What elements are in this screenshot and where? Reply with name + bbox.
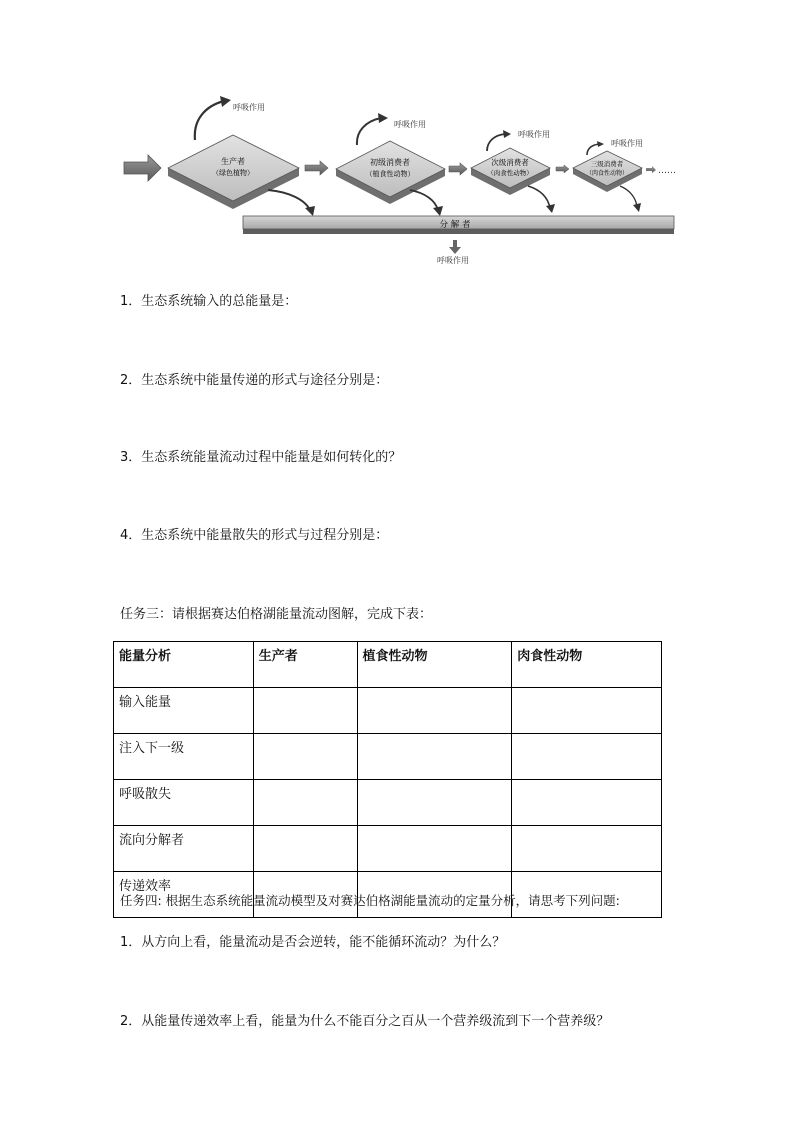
secondary-consumer-diamond xyxy=(471,148,550,195)
decomposer-bar xyxy=(243,216,674,234)
table-cell[interactable] xyxy=(253,734,357,780)
energy-input-arrow xyxy=(124,155,161,181)
question-1: 1．生态系统输入的总能量是： xyxy=(120,294,298,309)
table-cell[interactable] xyxy=(512,826,662,872)
table-row xyxy=(114,734,662,780)
primary-title: 初级消费者 xyxy=(370,158,410,167)
secondary-title: 次级消费者 xyxy=(491,158,529,167)
energy-analysis-table xyxy=(113,641,662,918)
table-cell[interactable] xyxy=(357,780,512,826)
flow-arrow-2 xyxy=(449,163,467,175)
header-energy-analysis: 能量分析 xyxy=(114,642,254,688)
primary-subtitle: （植食性动物） xyxy=(365,170,415,178)
secondary-subtitle: （肉食性动物） xyxy=(487,169,533,177)
table-cell[interactable] xyxy=(253,688,357,734)
flow-arrow-4 xyxy=(646,166,656,173)
decomposer-respiration-arrow xyxy=(449,240,461,254)
producer-respiration-label: 呼吸作用 xyxy=(233,103,265,112)
flow-arrow-1 xyxy=(305,161,328,175)
tertiary-title: 三级消费者 xyxy=(590,160,624,168)
flow-arrow-3 xyxy=(556,165,569,173)
producer-to-decomposer-arrow xyxy=(268,190,310,210)
question-2: 2．生态系统中能量传递的形式与途径分别是： xyxy=(120,373,389,388)
decomposer-respiration-label: 呼吸作用 xyxy=(437,256,469,265)
row-label-transfer-efficiency: 传递效率 xyxy=(114,872,254,918)
primary-respiration-arrow xyxy=(357,118,381,145)
question-5: 1．从方向上看，能量流动是否会逆转，能不能循环流动？为什么？ xyxy=(120,935,506,950)
secondary-to-decomposer-arrow xyxy=(528,186,550,208)
task-3-heading: 任务三：请根据赛达伯格湖能量流动图解，完成下表： xyxy=(120,607,433,622)
table-cell[interactable] xyxy=(253,826,357,872)
table-row xyxy=(114,780,662,826)
energy-flow-diagram xyxy=(0,0,794,280)
secondary-respiration-arrow xyxy=(487,134,505,151)
producer-subtitle: （绿色植物） xyxy=(212,169,254,177)
table-row xyxy=(114,826,662,872)
tertiary-respiration-arrow xyxy=(587,144,599,155)
tertiary-respiration-label: 呼吸作用 xyxy=(611,139,643,148)
table-cell[interactable] xyxy=(512,780,662,826)
tertiary-to-decomposer-arrow xyxy=(620,186,637,207)
primary-to-decomposer-arrow xyxy=(410,190,438,210)
producer-diamond xyxy=(168,135,299,209)
table-header-row xyxy=(114,642,662,688)
question-4: 4．生态系统中能量散失的形式与过程分别是： xyxy=(120,528,389,543)
table-cell[interactable] xyxy=(512,688,662,734)
tertiary-consumer-diamond xyxy=(573,151,642,192)
secondary-respiration-label: 呼吸作用 xyxy=(518,130,550,139)
row-label-next-level: 注入下一级 xyxy=(114,734,254,780)
continuation-ellipsis: …… xyxy=(658,166,676,176)
header-producer: 生产者 xyxy=(253,642,357,688)
decomposer-label: 分 解 者 xyxy=(439,220,471,230)
row-label-to-decomposer: 流向分解者 xyxy=(114,826,254,872)
producer-respiration-arrow xyxy=(195,101,224,140)
question-6: 2．从能量传递效率上看，能量为什么不能百分之百从一个营养级流到下一个营养级？ xyxy=(120,1014,610,1029)
table-cell[interactable] xyxy=(253,780,357,826)
table-row xyxy=(114,688,662,734)
table-cell[interactable] xyxy=(512,734,662,780)
producer-title: 生产者 xyxy=(221,157,245,166)
primary-consumer-diamond xyxy=(336,141,445,204)
table-cell[interactable] xyxy=(357,688,512,734)
table-cell[interactable] xyxy=(357,734,512,780)
question-3: 3．生态系统能量流动过程中能量是如何转化的？ xyxy=(120,450,402,465)
header-herbivore: 植食性动物 xyxy=(357,642,512,688)
row-label-input-energy: 输入能量 xyxy=(114,688,254,734)
task-4-heading: 任务四: 根据生态系统能量流动模型及对赛达伯格湖能量流动的定量分析，请思考下列问题: xyxy=(120,893,620,908)
header-carnivore: 肉食性动物 xyxy=(512,642,662,688)
table-cell[interactable] xyxy=(357,826,512,872)
row-label-respiration-loss: 呼吸散失 xyxy=(114,780,254,826)
primary-respiration-label: 呼吸作用 xyxy=(394,120,426,129)
tertiary-subtitle: （肉食性动物） xyxy=(585,170,629,177)
